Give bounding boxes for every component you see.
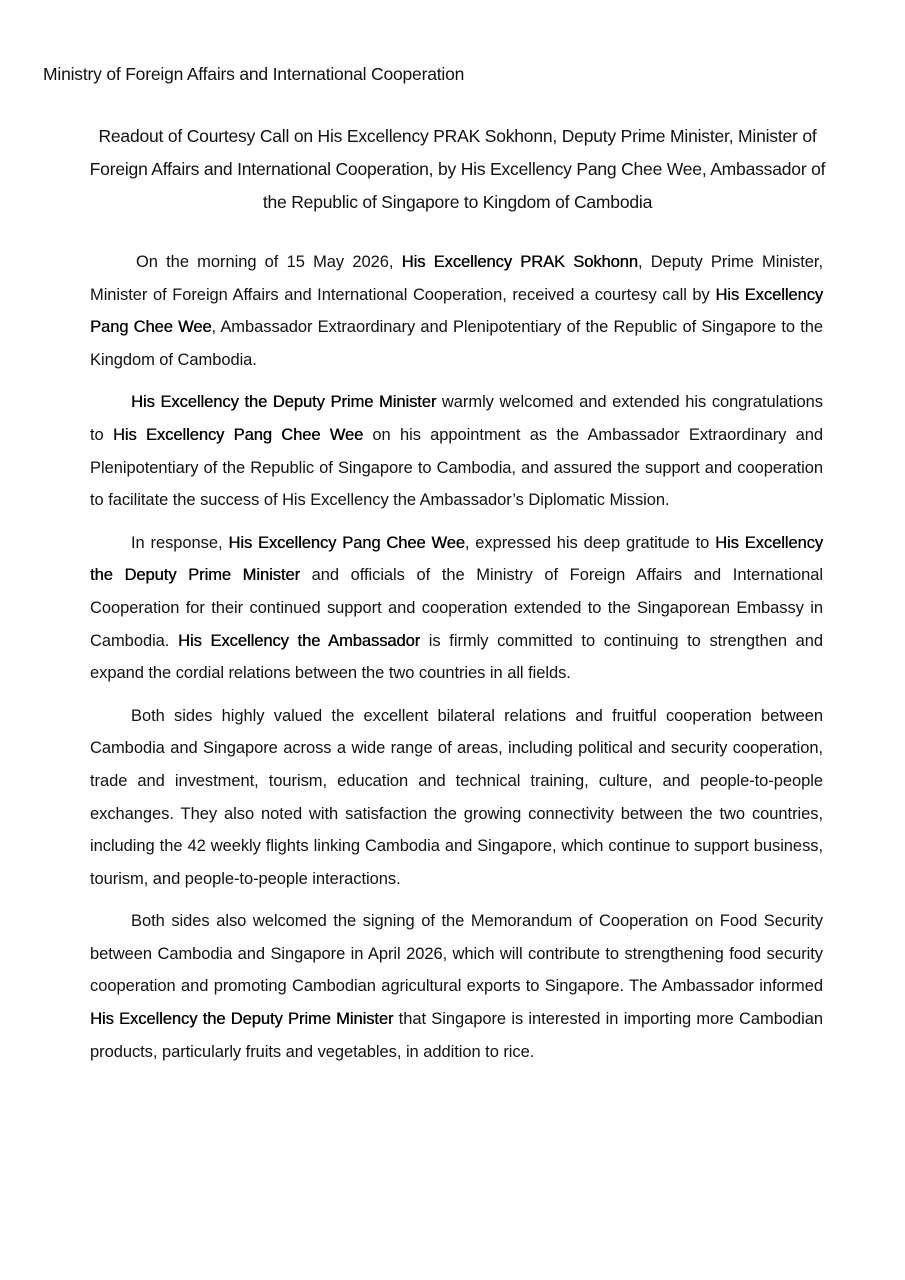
emphasized-name: His Excellency the Deputy Prime Minister <box>131 393 437 412</box>
paragraph <box>90 700 823 896</box>
paragraph-text: Both sides also welcomed the signing of the Memorandum of Cooperation on Food Security between Cambodia and Singapore in April 2026, which will contribute to strengthening food security cooperation and promoting Cambodian agricultural exports to Singapore. The Ambassador informed <box>90 912 823 996</box>
paragraph-text: that Singapore is interested in importing more Cambodian products, particularly fruits and vegetables, in addition to rice. <box>90 1010 823 1061</box>
emphasized-name: His Excellency Pang Chee Wee <box>228 533 465 552</box>
paragraph-text: and officials of the Ministry of Foreign Affairs and International Cooperation for their continued support and cooperation extended to the Singaporean Embassy in Cambodia. <box>90 566 823 650</box>
paragraph-text: On the morning of 15 May 2026, <box>136 253 402 271</box>
ministry-header: Ministry of Foreign Affairs and International Cooperation <box>43 64 465 84</box>
emphasized-name: His Excellency Pang Chee Wee <box>112 425 364 444</box>
paragraph-text: , Ambassador Extraordinary and Plenipotentiary of the Republic of Singapore to the Kingdom of Cambodia. <box>90 318 823 369</box>
paragraph-text: is firmly committed to continuing to strengthen and expand the cordial relations between the two countries in all fields. <box>90 631 824 683</box>
paragraph-text: , Deputy Prime Minister, Minister of Foreign Affairs and International Cooperation, received a courtesy call by <box>90 253 823 304</box>
emphasized-name: His Excellency PRAK Sokhonn <box>401 253 638 271</box>
paragraph-text: , expressed his deep gratitude to <box>464 533 716 552</box>
paragraph <box>90 905 823 1068</box>
emphasized-name: His Excellency Pang Chee Wee <box>90 285 823 337</box>
paragraph-text: on his appointment as the Ambassador Extraordinary and Plenipotentiary of the Republic of Singapore to Cambodia, and assured the support and cooperation to facilitate the success of His Excellency the Ambassador’s Diplomatic Mission. <box>90 425 823 510</box>
paragraph <box>90 527 823 690</box>
paragraph-text: Both sides highly valued the excellent bilateral relations and fruitful cooperation between Cambodia and Singapore across a wide range of areas, including political and security cooperation, trade and investment, tourism, education and technical training, culture, and people-to-people exchanges. They also noted with satisfaction the growing connectivity between the two countries, including the 42 weekly flights linking Cambodia and Singapore, which continue to support business, tourism, and people-to-people interactions. <box>90 706 823 888</box>
document-title: Readout of Courtesy Call on His Excellency PRAK Sokhonn, Deputy Prime Minister, Minister of Foreign Affairs and International Cooperation, by His Excellency Pang Chee Wee, Ambassador of the Republic of Singapore to Kingdom of Cambodia <box>89 126 826 212</box>
paragraph <box>90 386 823 516</box>
document-body <box>90 246 823 1078</box>
emphasized-name: His Excellency the Ambassador <box>178 631 421 650</box>
paragraph <box>90 246 823 376</box>
emphasized-name: His Excellency the Deputy Prime Minister <box>90 533 823 585</box>
paragraph-text: In response, <box>131 533 229 552</box>
paragraph-text: warmly welcomed and extended his congratulations to <box>90 393 823 444</box>
emphasized-name: His Excellency the Deputy Prime Minister <box>90 1010 394 1029</box>
